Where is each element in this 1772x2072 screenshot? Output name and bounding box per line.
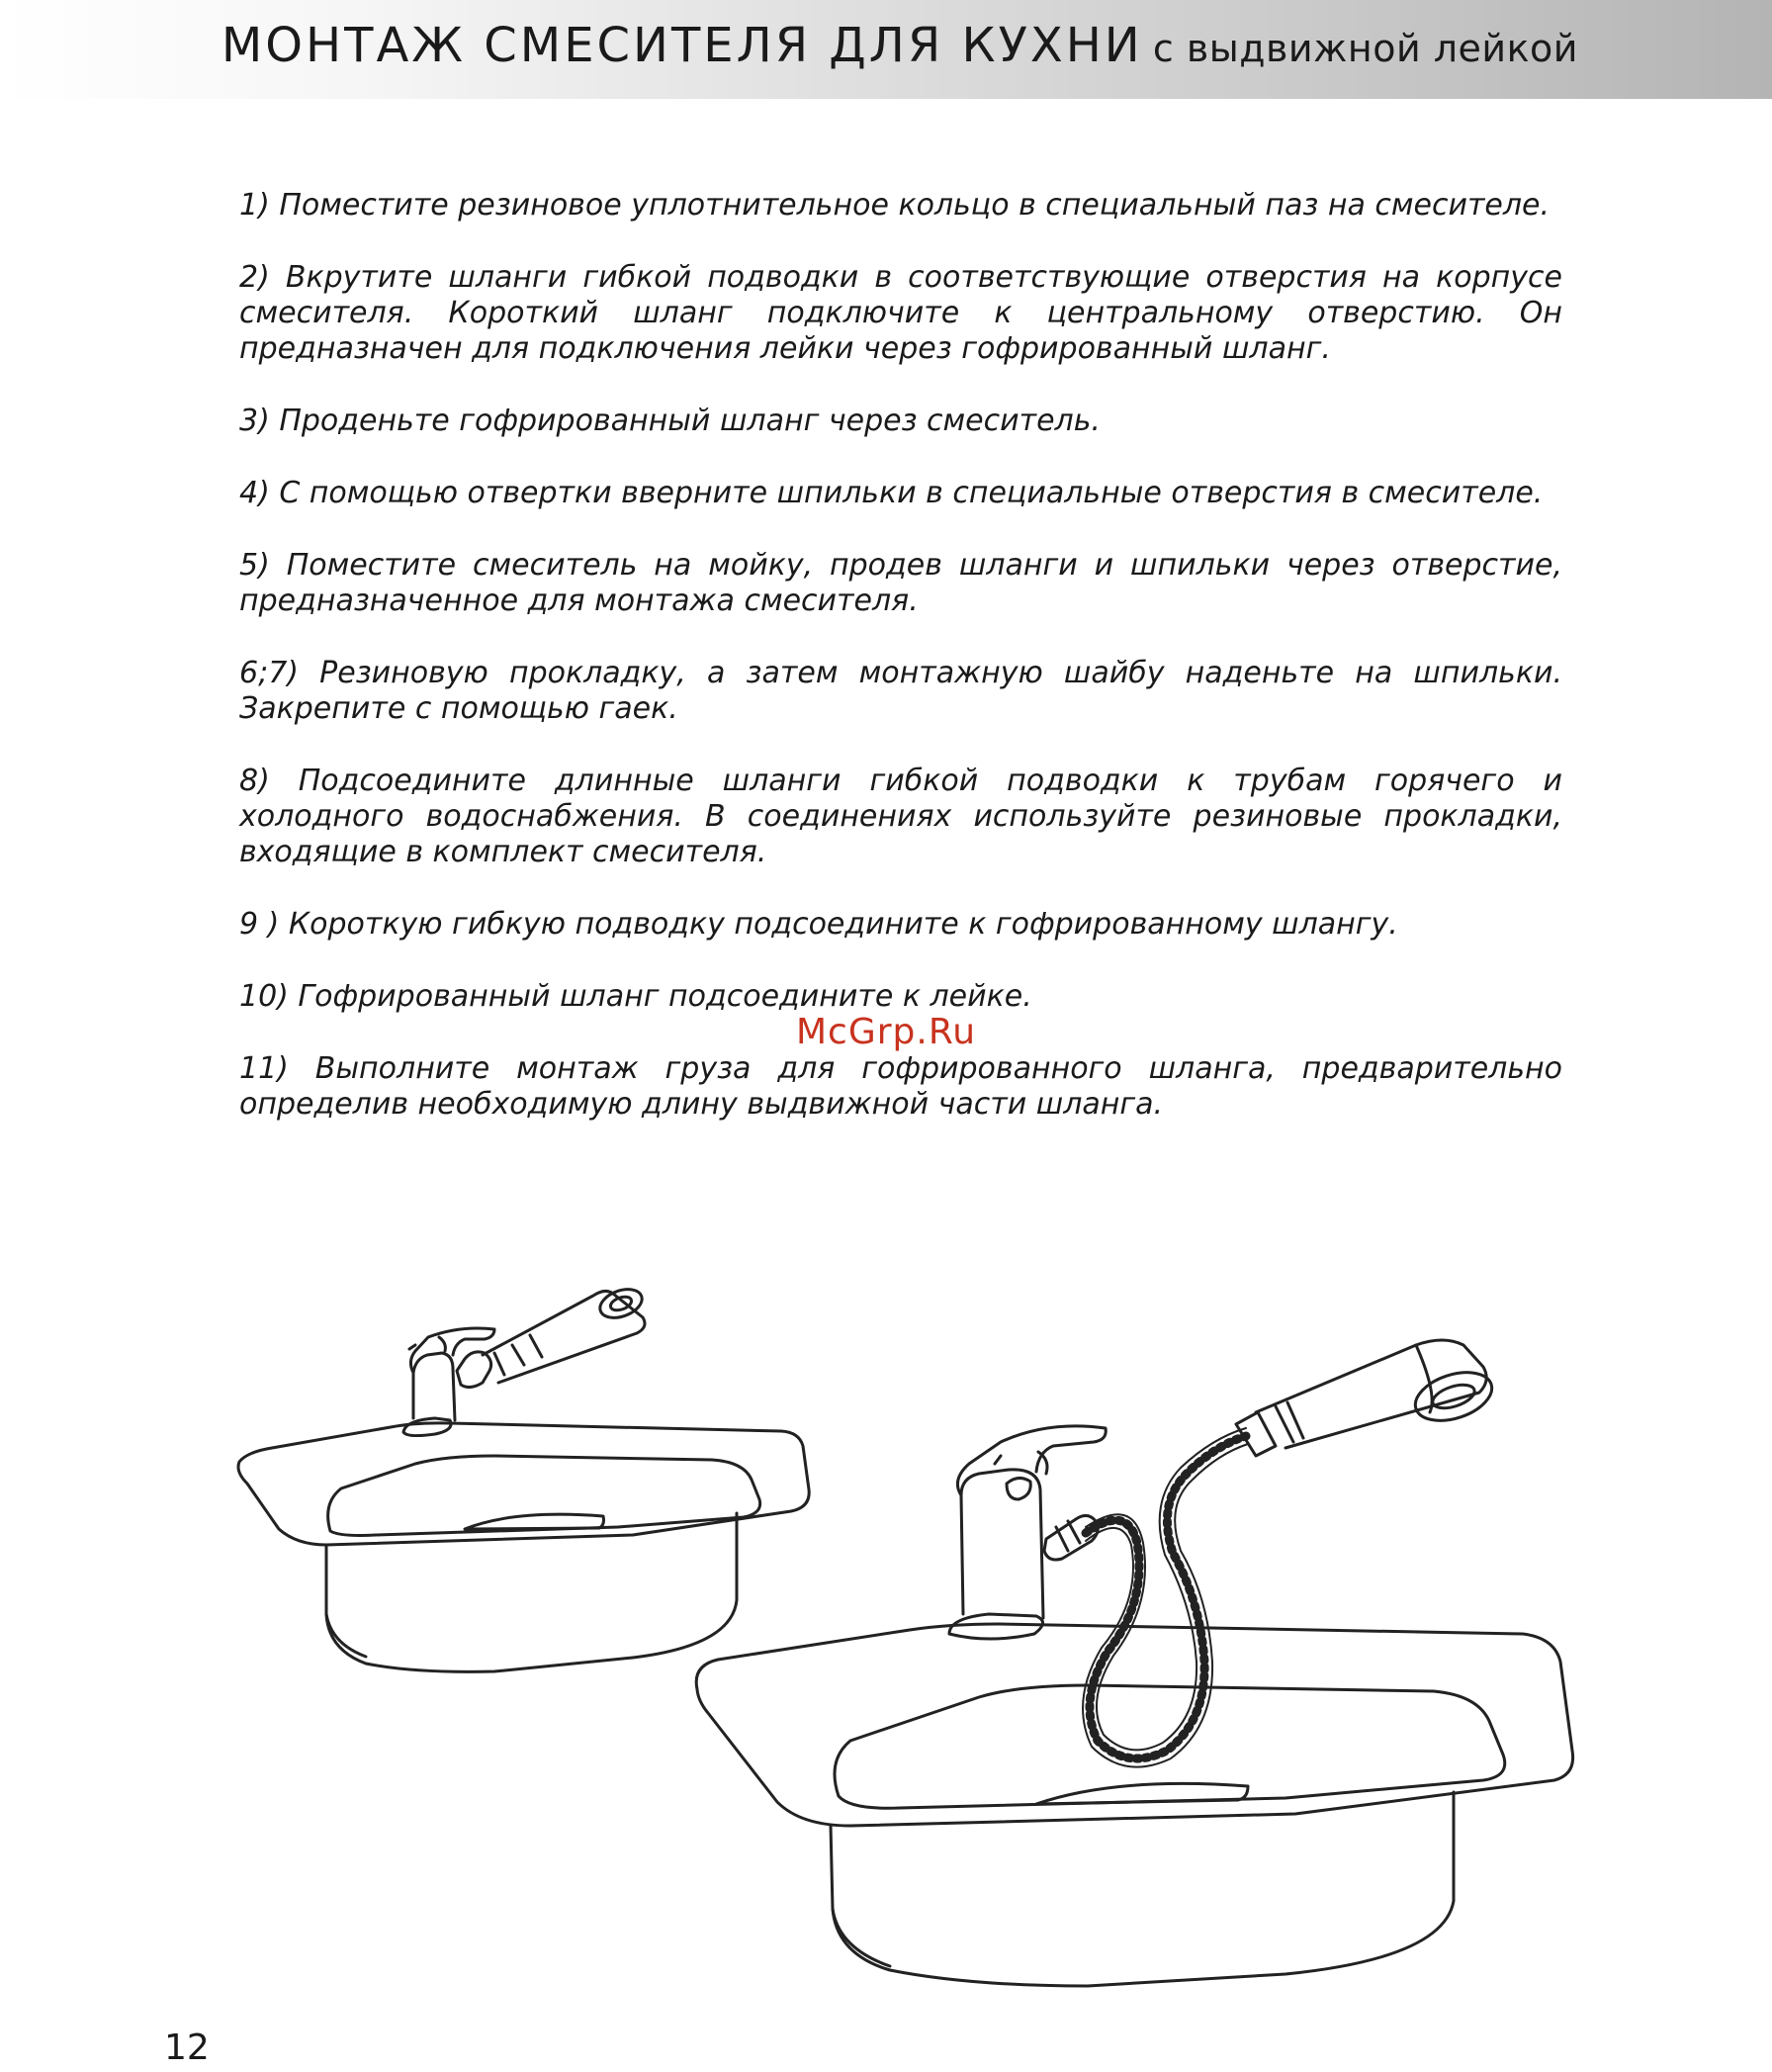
step-2: 2) Вкрутите шланги гибкой подводки в соответствующие отверстия на корпусе смесителя. Короткий шланг подключите к центральному отверстию. Он предназначен для подключения лейки через гофрированный шланг. [239, 260, 1562, 366]
page-title-main: МОНТАЖ СМЕСИТЕЛЯ ДЛЯ КУХНИ [221, 18, 1143, 73]
step-1: 1) Поместите резиновое уплотнительное кольцо в специальный паз на смесителе. [239, 188, 1550, 223]
small-faucet [403, 1284, 646, 1435]
header-band [0, 0, 1772, 99]
step-8: 8) Подсоедините длинные шланги гибкой подводки к трубам горячего и холодного водоснабжения. В соединениях используйте резиновые прокладки, входящие в комплект смесителя. [239, 764, 1562, 869]
spray-head [1236, 1340, 1498, 1456]
large-sink [696, 1624, 1572, 1986]
watermark: McGrp.Ru [795, 1012, 977, 1052]
step-3: 3) Проденьте гофрированный шланг через смеситель. [239, 404, 1101, 438]
corrugated-hose-outline [1083, 1428, 1248, 1767]
step-5: 5) Поместите смеситель на мойку, продев шланги и шпильки через отверстие, предназначенное для монтажа смесителя. [239, 548, 1562, 618]
small-sink [238, 1423, 809, 1672]
page-title [222, 18, 1578, 73]
step-6-7: 6;7) Резиновую прокладку, а затем монтажную шайбу наденьте на шпильки. Закрепите с помощью гаек. [239, 656, 1562, 726]
step-11: 11) Выполните монтаж груза для гофрированного шланга, предварительно определив необходимую длину выдвижной части шланга. [239, 1051, 1562, 1122]
step-9: 9 ) Короткую гибкую подводку подсоедините к гофрированному шлангу. [239, 907, 1398, 942]
page-number: 12 [164, 2027, 210, 2068]
sink-faucet-illustration [0, 1187, 1772, 2018]
step-10: 10) Гофрированный шланг подсоедините к лейке. [239, 979, 1032, 1014]
step-4: 4) С помощью отвертки вверните шпильки в специальные отверстия в смесителе. [239, 476, 1544, 510]
page-title-sub: с выдвижной лейкой [1152, 27, 1578, 70]
corrugated-hose [1086, 1436, 1246, 1758]
